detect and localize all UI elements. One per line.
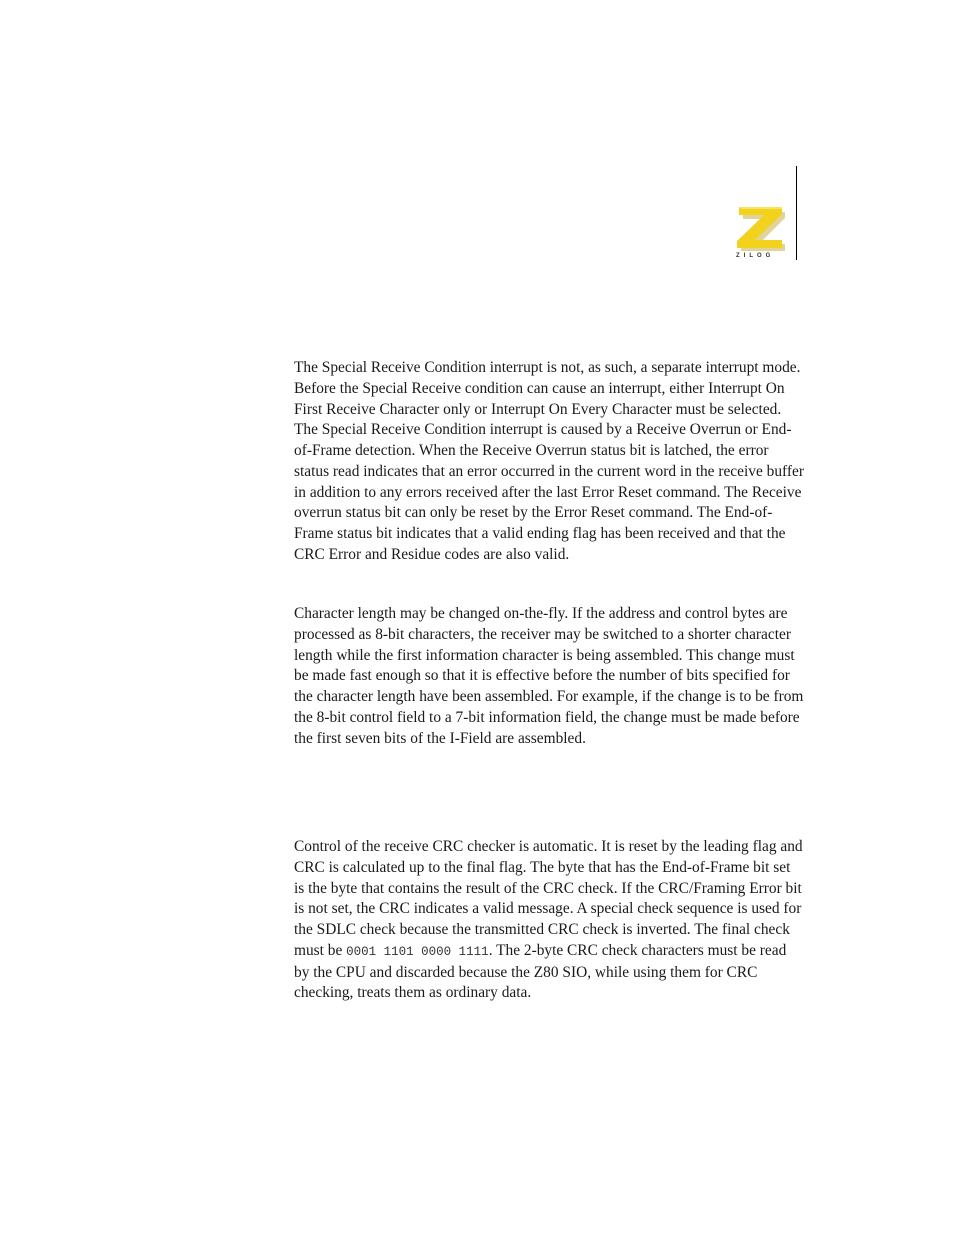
- zilog-z-icon: [733, 204, 787, 252]
- crc-check-value: 0001 1101 0000 1111: [346, 944, 489, 959]
- logo-wordmark: ZILOG: [736, 253, 775, 259]
- paragraph-special-receive: The Special Receive Condition interrupt is not, as such, a separate interrupt mode. Before the Special Receive condition can cause an interrupt, either Interrupt On First Receive Character only or Interrupt On Every Character must be selected. The Special Receive Condition interrupt is caused by a Receive Overrun or End-of-Frame detection. When the Receive Overrun status bit is latched, the error status read indicates that an error occurred in the current word in the receive buffer in addition to any errors received after the last Error Reset command. The Receive overrun status bit can only be reset by the Error Reset command. The End-of-Frame status bit indicates that a valid ending flag has been received and that the CRC Error and Residue codes are also valid.: [294, 359, 804, 563]
- crc-text-after: . The 2-byte CRC check characters must be read by the CPU and discarded because the Z80 SIO, while using them for CRC checking, treats them as ordinary data.: [294, 941, 787, 1002]
- header-rule: [796, 166, 797, 260]
- paragraph-character-length: Character length may be changed on-the-fly. If the address and control bytes are processed as 8-bit characters, the receiver may be switched to a shorter character length while the first information character is being assembled. This change must be made fast enough so that it is effective before the number of bits specified for the character length have been assembled. For example, if the change is to be from the 8-bit control field to a 7-bit information field, the change must be made before the first seven bits of the I-Field are assembled.: [294, 605, 804, 747]
- paragraph-crc-checker: [294, 837, 804, 1004]
- crc-text-before: Control of the receive CRC checker is automatic. It is reset by the leading flag and CRC is calculated up to the final flag. The byte that has the End-of-Frame bit set is the byte that contains the result of the CRC check. If the CRC/Framing Error bit is not set, the CRC indicates a valid message. A special check sequence is used for the SDLC check because the transmitted CRC check is inverted. The final check must be: [294, 838, 803, 959]
